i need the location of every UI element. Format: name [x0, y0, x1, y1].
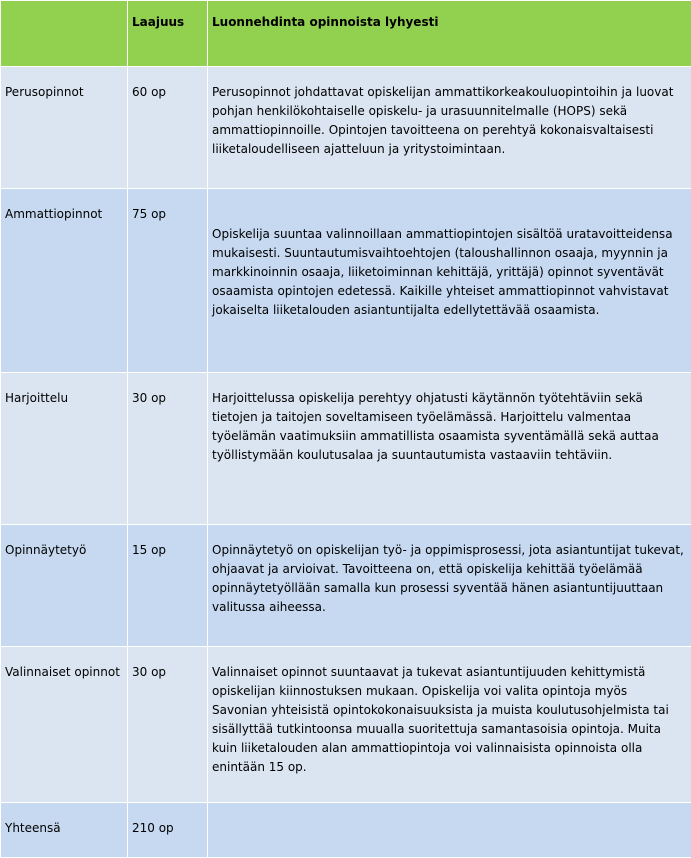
- table-header-row: [1, 1, 691, 67]
- table-row-valinnaiset: [1, 647, 691, 803]
- module-extent: 15 op: [128, 525, 208, 647]
- module-description: Opiskelija suuntaa valinnoillaan ammattiopintojen sisältöä uratavoitteidensa mukaisesti. Suuntautumisvaihtoehtojen (taloushallinnon osaaja, myynnin ja markkinoinnin osaaja, liiketoiminnan kehittäjä, yrittäjä) opinnot syventävät osaamista opintojen edetessä. Kaikille yhteiset ammattiopinnot vahvistavat jokaiselta liiketalouden asiantuntijalta edellytettävää osaamista.: [208, 189, 691, 373]
- module-extent: 75 op: [128, 189, 208, 373]
- module-name: Opinnäytetyö: [1, 525, 128, 647]
- module-extent: 30 op: [128, 373, 208, 525]
- total-extent: 210 op: [128, 803, 208, 858]
- table-row-ammattiopinnot: [1, 189, 691, 373]
- total-description: [208, 803, 691, 858]
- module-description: Valinnaiset opinnot suuntaavat ja tukevat asiantuntijuuden kehittymistä opiskelijan kiinnostuksen mukaan. Opiskelija voi valita opintoja myös Savonian yhteisistä opintokokonaisuuksista ja muista koulutusohjelmista tai sisällyttää tutkintoonsa muualla suoritettuja samantasoisia opintoja. Muita kuin liiketalouden alan ammattiopintoja voi valinnaisista opinnoista olla enintään 15 op.: [208, 647, 691, 803]
- module-description: Harjoittelussa opiskelija perehtyy ohjatusti käytännön työtehtäviin sekä tietojen ja taitojen soveltamiseen työelämässä. Harjoittelu valmentaa työelämän vaatimuksiin ammatillista osaamista syventämällä sekä auttaa työllistymään koulutusalaa ja suuntautumista vastaaviin tehtäviin.: [208, 373, 691, 525]
- header-extent: Laajuus: [128, 1, 208, 67]
- table-row-total: [1, 803, 691, 858]
- module-extent: 60 op: [128, 67, 208, 189]
- table-row-harjoittelu: [1, 373, 691, 525]
- module-name: Harjoittelu: [1, 373, 128, 525]
- module-name: Ammattiopinnot: [1, 189, 128, 373]
- table-row-perusopinnot: [1, 67, 691, 189]
- module-description: Opinnäytetyö on opiskelijan työ- ja oppimisprosessi, jota asiantuntijat tukevat, ohjaavat ja arvioivat. Tavoitteena on, että opiskelija kehittää työelämää opinnäytetyöllään samalla kun prosessi syventää hänen asiantuntijuuttaan valitussa aiheessa.: [208, 525, 691, 647]
- total-label: Yhteensä: [1, 803, 128, 858]
- table-row-opinnaytetyo: [1, 525, 691, 647]
- header-module: [1, 1, 128, 67]
- module-name: Perusopinnot: [1, 67, 128, 189]
- module-extent: 30 op: [128, 647, 208, 803]
- module-name: Valinnaiset opinnot: [1, 647, 128, 803]
- module-description: Perusopinnot johdattavat opiskelijan ammattikorkeakouluopintoihin ja luovat pohjan henkilökohtaiselle opiskelu- ja urasuunnitelmalle (HOPS) sekä ammattiopinnoille. Opintojen tavoitteena on perehtyä kokonaisvaltaisesti liiketaloudelliseen ajatteluun ja yritystoimintaan.: [208, 67, 691, 189]
- header-description: Luonnehdinta opinnoista lyhyesti: [208, 1, 691, 67]
